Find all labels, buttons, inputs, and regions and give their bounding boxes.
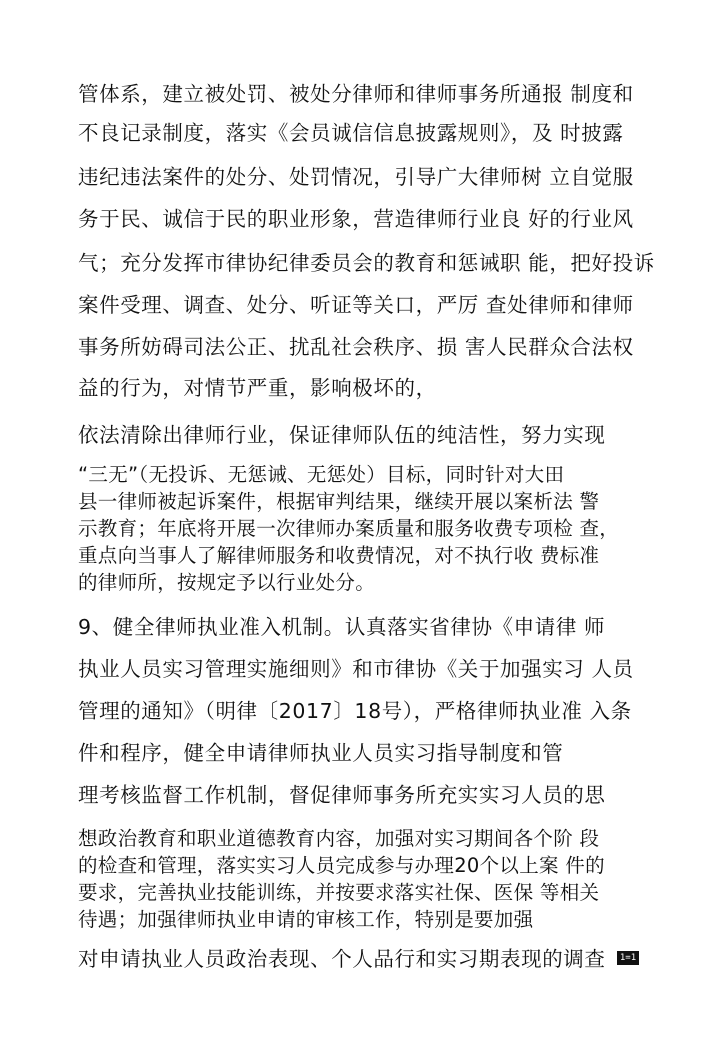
text-line: 违纪违法案件的处分、处罚情况，引导广大律师树 立自觉服: [78, 165, 634, 189]
text-line: 县一律师被起诉案件，根据审判结果，继续开展以案析法 警: [78, 490, 600, 513]
text-line: 要求，完善执业技能训练，并按要求落实社保、医保 等相关: [78, 881, 600, 904]
text-line: 对申请执业人员政治表现、个人品行和实习期表现的调查: [78, 947, 606, 971]
text-line: 的检查和管理，落实实习人员完成参与办理20个以上案 件的: [78, 854, 605, 877]
text-line: 示教育；年底将开展一次律师办案质量和服务收费专项检 查，: [78, 517, 620, 540]
text-line: 不良记录制度，落实《会员诚信信息披露规则》，及 时披露: [78, 121, 624, 145]
text-line: 管体系，建立被处罚、被处分律师和律师事务所通报 制度和: [78, 82, 634, 106]
text-line: 执业人员实习管理实施细则》和市律协《关于加强实习 人员: [78, 657, 634, 681]
text-line: “三无”（无投诉、无惩诫、无惩处）目标，同时针对大田: [78, 463, 565, 486]
text-line: 的律师所，按规定予以行业处分。: [78, 571, 376, 594]
page-number-badge: 1=1: [617, 951, 639, 965]
text-line: 管理的通知》（明律〔2017〕18号），严格律师执业准 入条: [78, 699, 632, 723]
text-line: 务于民、诚信于民的职业形象，营造律师行业良 好的行业风: [78, 207, 634, 231]
text-line: 件和程序，健全申请律师执业人员实习指导制度和管: [78, 741, 564, 765]
text-line: 案件受理、调查、处分、听证等关口，严厉 查处律师和律师: [78, 293, 634, 317]
text-line: 事务所妨碍司法公正、扰乱社会秩序、损 害人民群众合法权: [78, 335, 634, 359]
text-line: 重点向当事人了解律师服务和收费情况，对不执行收 费标准: [78, 544, 600, 567]
text-line: 9、健全律师执业准入机制。认真落实省律协《申请律 师: [78, 615, 606, 639]
text-line: 待遇；加强律师执业申请的审核工作，特别是要加强: [78, 908, 534, 931]
text-line: 益的行为，对情节严重，影响极坏的，: [78, 376, 437, 400]
text-line: 气；充分发挥市律协纪律委员会的教育和惩诫职 能，把好投诉: [78, 251, 655, 275]
text-line: 依法清除出律师行业，保证律师队伍的纯洁性，努力实现: [78, 423, 606, 447]
text-line: 想政治教育和职业道德教育内容，加强对实习期间各个阶 段: [78, 827, 600, 850]
text-line: 理考核监督工作机制，督促律师事务所充实实习人员的思: [78, 783, 606, 807]
